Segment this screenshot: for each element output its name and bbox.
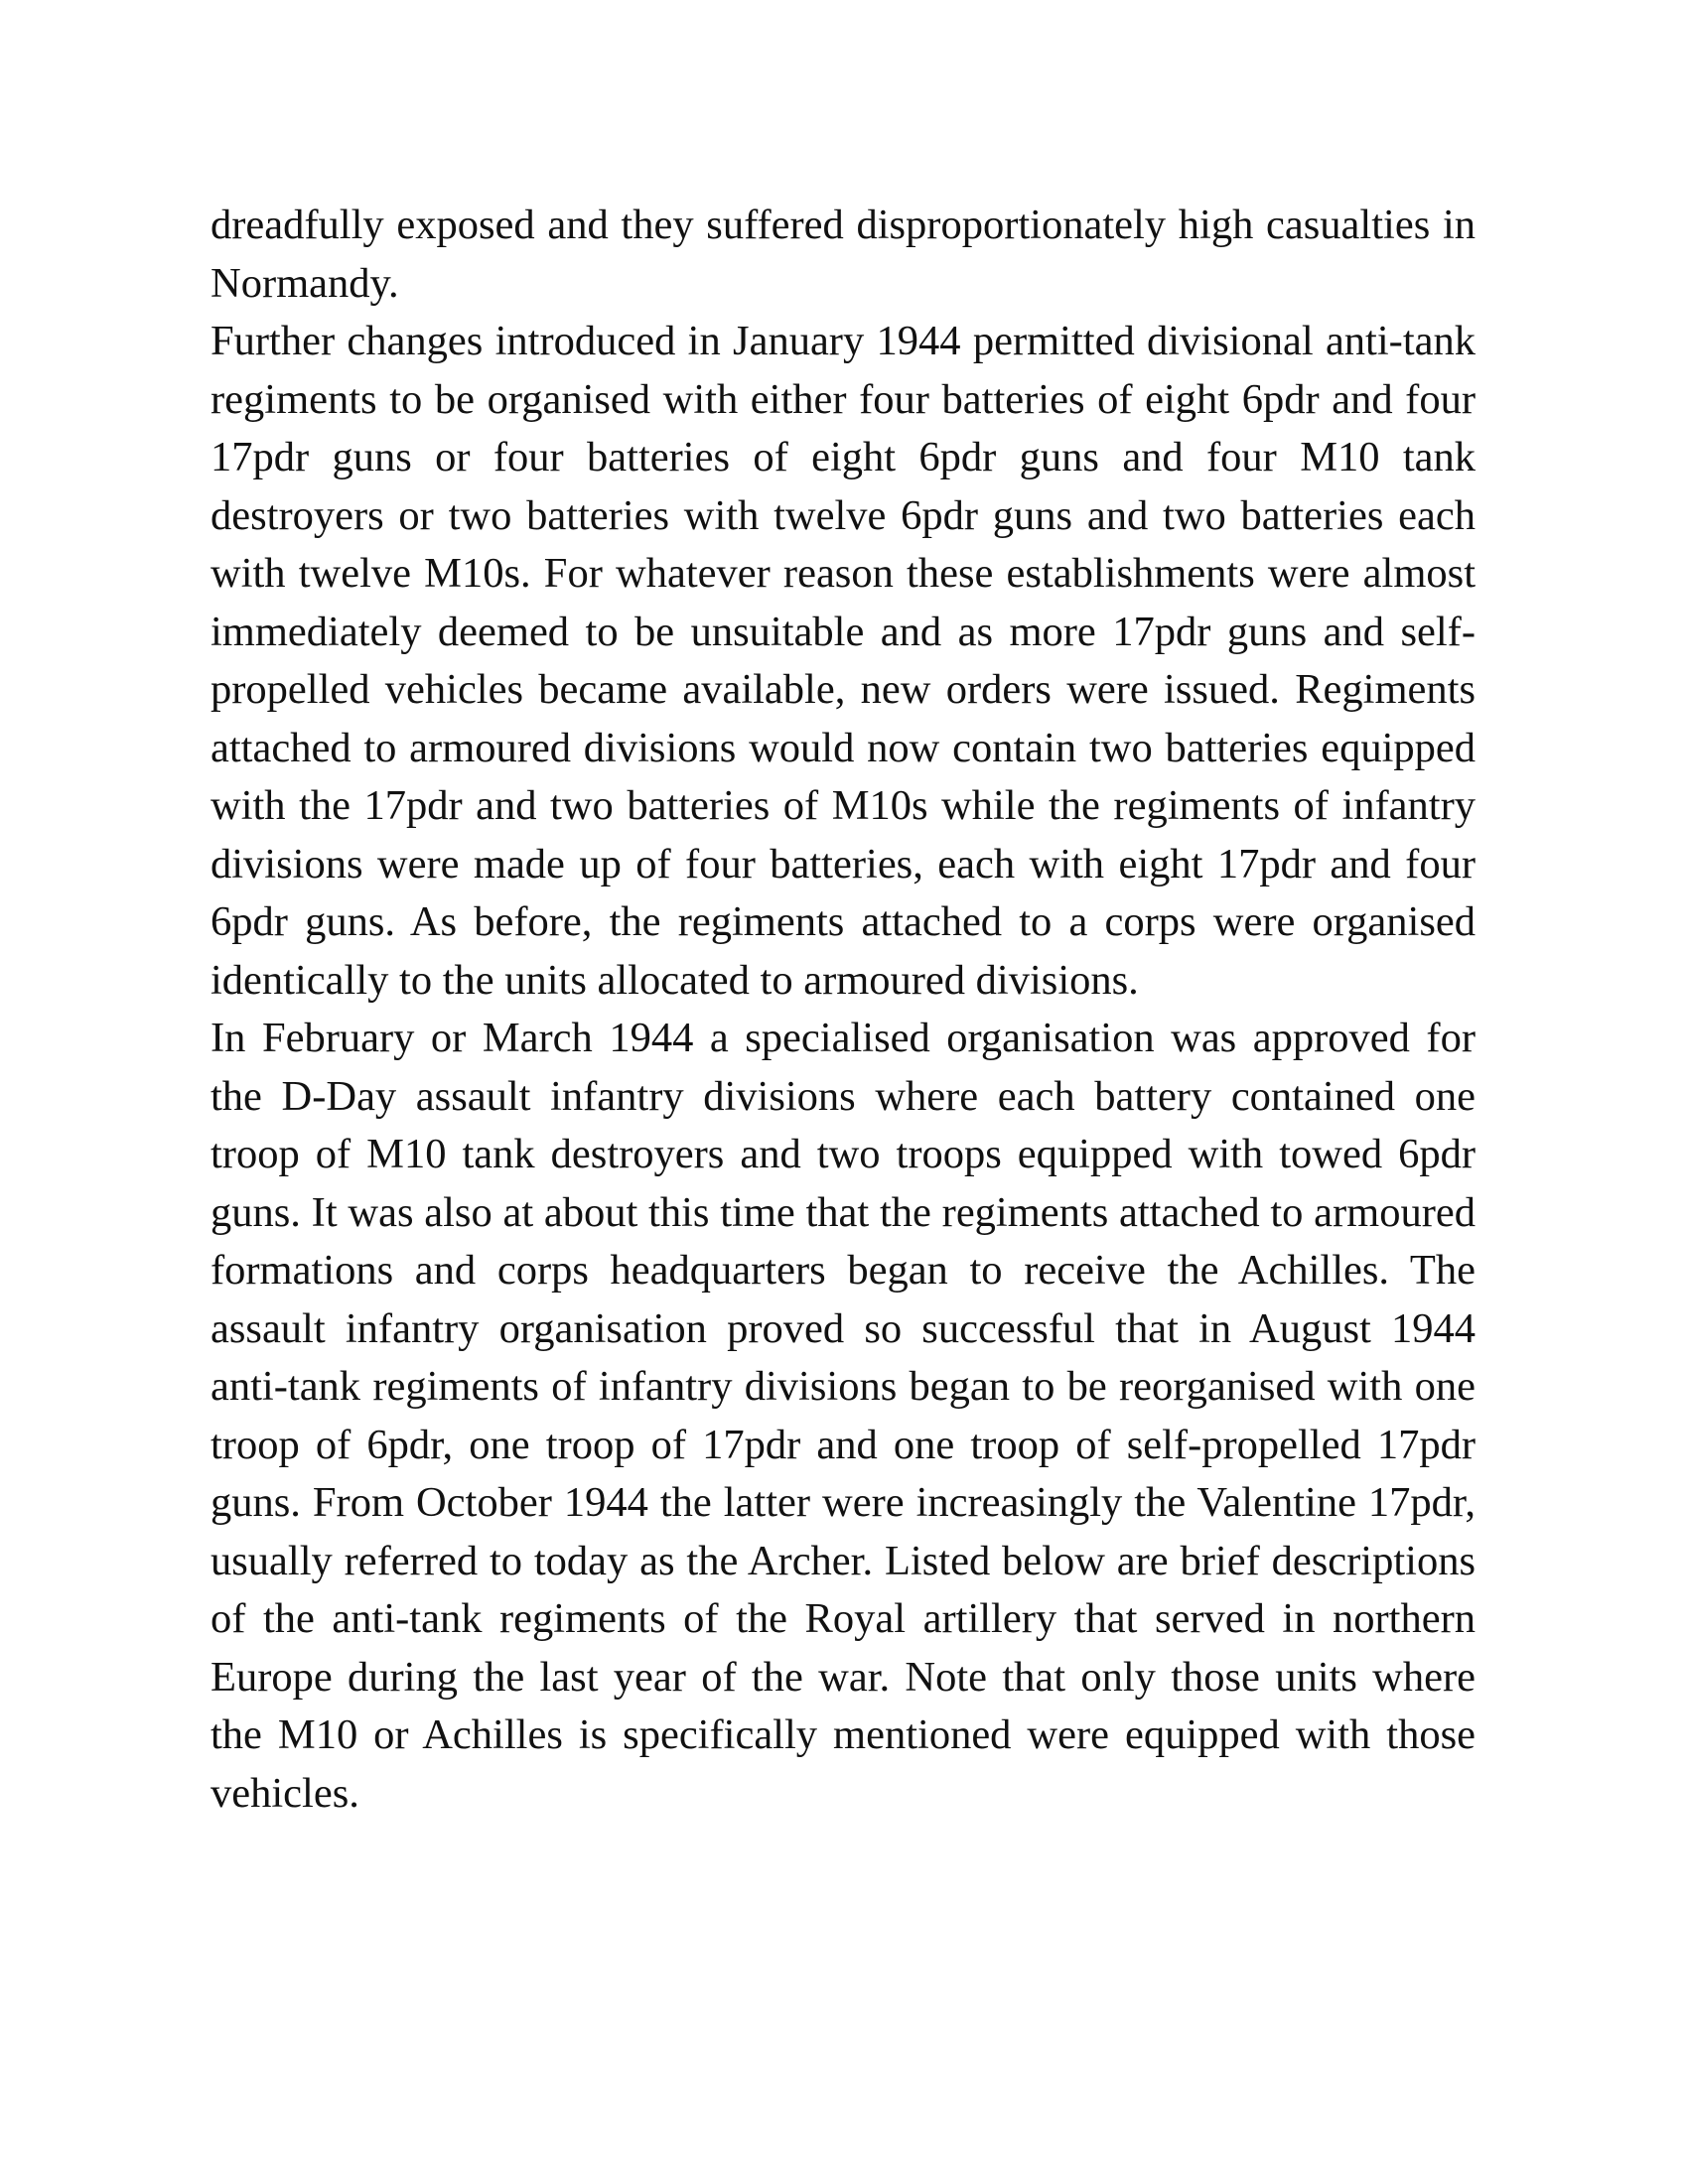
paragraph-d-day-organisation: In February or March 1944 a specialised organisation was approved for the D-Day assault infantry divisions where each battery contained one troop of M10 tank destroyers and two troops equipped with towed 6pdr guns. It was also at about this time that the regiments attached to armoured formations and corps headquarters began to receive the Achilles. The assault infantry organisation proved so successful that in August 1944 anti-tank regiments of infantry divisions began to be reorganised with one troop of 6pdr, one troop of 17pdr and one troop of self-propelled 17pdr guns. From October 1944 the latter were increasingly the Valentine 17pdr, usually referred to today as the Archer. Listed below are brief descriptions of the anti-tank regiments of the Royal artillery that served in northern Europe during the last year of the war. Note that only those units where the M10 or Achilles is specifically mentioned were equipped with those vehicles.: [211, 1015, 1476, 1817]
paragraph-january-1944-changes: Further changes introduced in January 1944 permitted divisional anti-tank regiments to be organised with either four batteries of eight 6pdr and four 17pdr guns or four batteries of eight 6pdr guns and four M10 tank destroyers or two batteries with twelve 6pdr guns and two batteries each with twelve M10s. For whatever reason these establishments were almost immediately deemed to be unsuitable and as more 17pdr guns and self-propelled vehicles became available, new orders were issued. Regiments attached to armoured divisions would now contain two batteries equipped with the 17pdr and two batteries of M10s while the regiments of infantry divisions were made up of four batteries, each with eight 17pdr and four 6pdr guns. As before, the regiments attached to a corps were organised identically to the units allocated to armoured divisions.: [211, 318, 1476, 1004]
paragraph-casualties: dreadfully exposed and they suffered disproportionately high casualties in Normandy.: [211, 202, 1476, 307]
page-body: [211, 197, 1476, 1823]
